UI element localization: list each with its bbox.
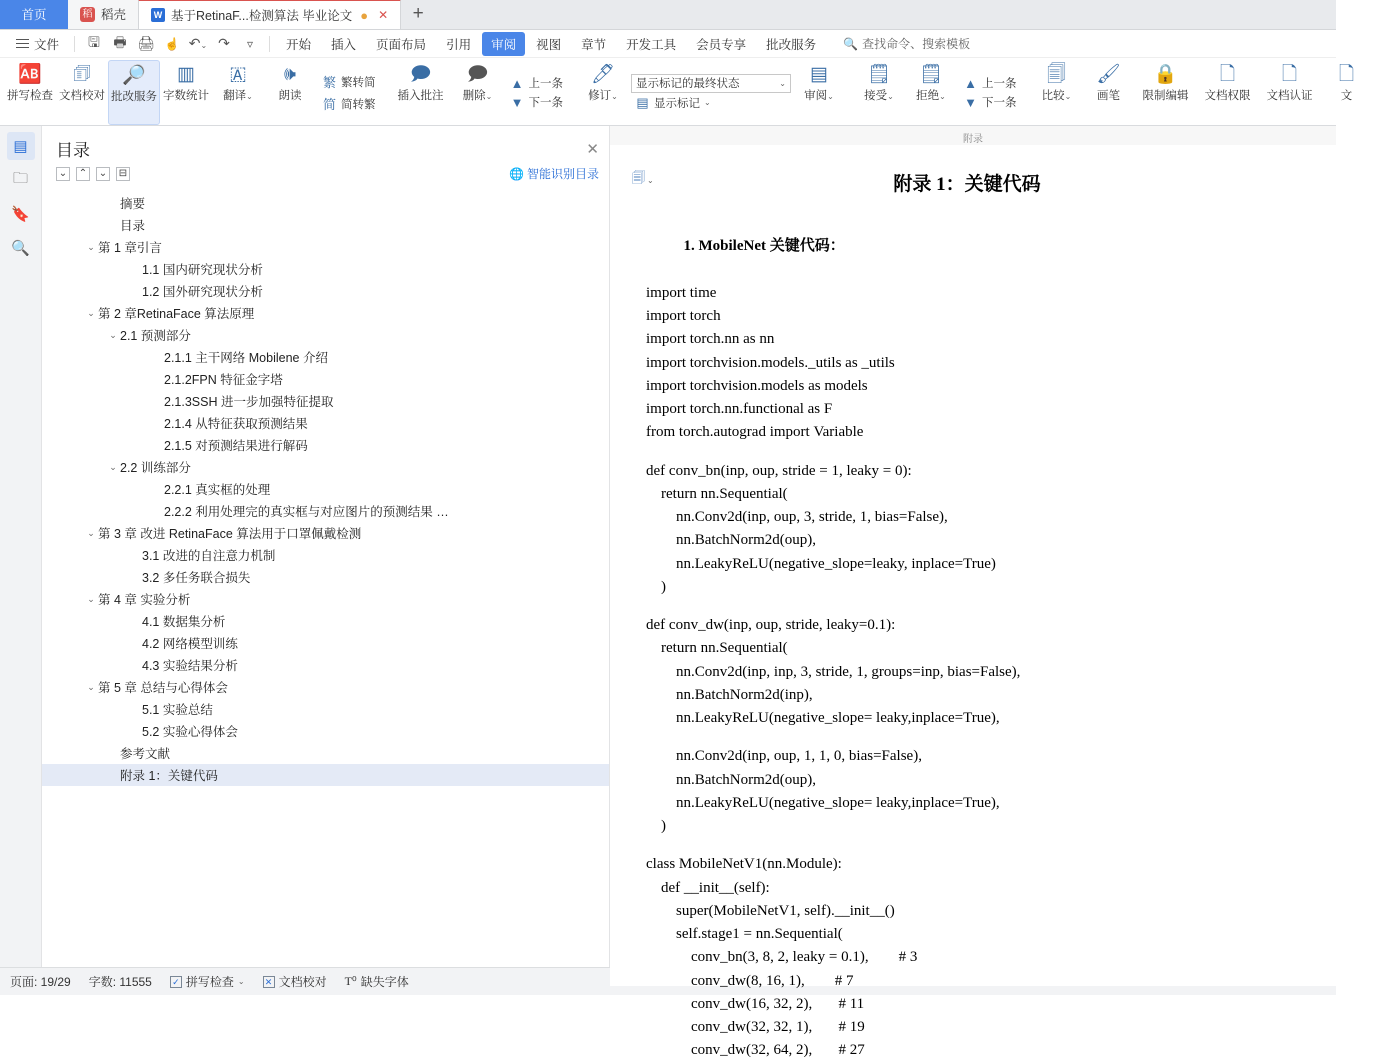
menu-item-references[interactable]: 引用: [446, 37, 472, 52]
outline-item-label: 摘要: [120, 197, 146, 211]
redo-icon[interactable]: ↷: [218, 35, 230, 51]
proofread-status-label: 文档校对: [278, 975, 327, 989]
review-pane-button[interactable]: [793, 60, 845, 125]
code-line: ): [646, 578, 666, 595]
next-comment-label: 下一条: [528, 97, 563, 109]
code-line: super(MobileNetV1, self).__init__(): [646, 902, 895, 919]
file-menu-button[interactable]: [8, 35, 67, 53]
chevron-down-icon: ⌄: [246, 92, 253, 101]
reject-change-button[interactable]: [905, 60, 957, 125]
outline-item-label: 2.2 训练部分: [120, 461, 191, 475]
doc-permission-label: 文档权限: [1204, 90, 1251, 102]
outline-item[interactable]: [42, 434, 609, 456]
revision-mark-icon[interactable]: 🗐 ⌄: [632, 170, 654, 185]
correction-service-label: 批改服务: [111, 91, 157, 103]
code-line: def conv_bn(inp, oup, stride = 1, leaky = 0):: [646, 462, 912, 479]
chevron-down-icon: ⌄: [611, 92, 618, 101]
delete-comment-label: 删除: [462, 90, 486, 102]
word-count-label: 字数统计: [163, 90, 209, 102]
outline-item-label: 5.1 实验总结: [142, 703, 213, 717]
arrow-up-icon: ▲: [510, 75, 524, 91]
missing-font-label: 缺失字体: [360, 975, 409, 989]
page-title: 附录 1：关键代码: [893, 174, 1041, 195]
code-line: conv_bn(3, 8, 2, leaky = 0.1), # 3: [691, 949, 918, 966]
abc-check-icon: 🆎: [18, 64, 42, 85]
command-search[interactable]: [843, 35, 970, 52]
chevron-down-icon: ⌄: [887, 92, 894, 101]
outline-list[interactable]: [42, 188, 609, 786]
outline-item-label: 第 3 章 改进 RetinaFace 算法用于口罩佩戴检测: [98, 527, 362, 541]
close-icon[interactable]: ✕: [586, 140, 599, 158]
delete-comment-button[interactable]: [452, 60, 504, 125]
chevron-down-icon: ⌄: [237, 977, 245, 986]
arrow-down-icon: ▼: [510, 94, 524, 110]
outline-item-label: 2.2.1 真实框的处理: [164, 483, 271, 497]
divider: [269, 36, 270, 52]
outline-pane: [42, 126, 610, 967]
outline-item[interactable]: [42, 632, 609, 654]
search-panel-icon[interactable]: 🔍: [11, 240, 30, 257]
chevron-down-icon[interactable]: ⌄: [109, 461, 117, 472]
show-markup-label: 显示标记: [654, 97, 700, 110]
hamburger-icon: [16, 36, 29, 51]
code-line: conv_dw(32, 64, 2), # 27: [691, 1042, 865, 1059]
traditional-char-icon: 繁: [322, 75, 336, 90]
menu-item-page-layout[interactable]: 页面布局: [376, 37, 427, 52]
chevron-down-icon[interactable]: ⌄: [87, 593, 95, 604]
magnifier-doc-icon: 🔎: [122, 65, 146, 86]
chevron-down-icon: ⌄: [827, 92, 834, 101]
compare-button[interactable]: [1031, 60, 1083, 125]
doc-verify-button[interactable]: [1259, 60, 1321, 125]
code-line: nn.Conv2d(inp, oup, 3, stride, 1, bias=False),: [676, 509, 948, 525]
close-box-icon: ✕: [263, 976, 275, 988]
accept-change-label: 接受: [864, 90, 888, 102]
outline-item-label: 第 1 章引言: [98, 241, 162, 255]
code-line: import torchvision.models._utils as _utils: [646, 354, 895, 371]
code-line: import torchvision.models as models: [646, 377, 868, 394]
pen-icon: 🖌: [1096, 64, 1121, 85]
word-count-indicator[interactable]: 字数: 11555: [88, 975, 152, 989]
code-line: class MobileNetV1(nn.Module):: [646, 856, 842, 873]
chevron-down-icon: ⌄: [704, 98, 711, 107]
outline-item-label: 2.1.4 从特征获取预测结果: [164, 417, 308, 431]
outline-item-label: 4.1 数据集分析: [142, 615, 226, 629]
simplified-char-icon: 简: [322, 97, 336, 112]
outline-item-label: 2.1.1 主干网络 Mobilene 介绍: [164, 351, 328, 365]
markup-state-select[interactable]: [631, 74, 791, 93]
draw-pen-button[interactable]: [1083, 60, 1135, 125]
ribbon-group-accept-reject: [853, 60, 1023, 125]
print-preview-icon[interactable]: 🖶: [113, 33, 127, 50]
simplified-to-traditional-button[interactable]: [318, 93, 380, 114]
outline-item-label: 2.1.2FPN 特征金字塔: [164, 373, 283, 387]
code-blank-line: [638, 599, 1296, 614]
review-pane-label: 审阅: [804, 90, 828, 102]
code-line: conv_dw(16, 32, 2), # 11: [691, 995, 865, 1012]
code-line: ): [646, 818, 666, 834]
outline-item-label: 第 4 章 实验分析: [98, 593, 191, 607]
outline-item[interactable]: [42, 346, 609, 368]
outline-toolbar: [42, 163, 609, 188]
outline-item[interactable]: [42, 742, 609, 764]
code-line: conv_dw(32, 32, 1), # 19: [691, 1019, 865, 1035]
read-aloud-button[interactable]: [264, 60, 316, 125]
outline-item[interactable]: [42, 698, 609, 720]
outline-item-label: 2.2.2 利用处理完的真实框与对应图片的预测结果 …: [164, 505, 449, 519]
collapse-level-1-button[interactable]: ⌃: [76, 167, 90, 181]
undo-icon[interactable]: ↶⌄: [188, 35, 208, 51]
insert-comment-label: 插入批注: [397, 90, 444, 102]
code-line: def conv_dw(inp, oup, stride, leaky=0.1):: [646, 617, 896, 633]
unsaved-dot-icon: ●: [360, 7, 369, 23]
change-nav-group: [957, 60, 1023, 125]
outline-item[interactable]: [42, 390, 609, 412]
spell-check-label: 拼写检查: [7, 90, 53, 102]
document-verify-icon: 🗋: [1281, 64, 1298, 85]
new-tab-button[interactable]: +: [412, 3, 424, 24]
tab-document-label: 基于RetinaF...检测算法 毕业论文: [171, 9, 353, 23]
outline-item-label: 2.1 预测部分: [120, 329, 191, 343]
ribbon-group-comments: [390, 60, 570, 125]
outline-item[interactable]: [42, 236, 609, 258]
outline-item[interactable]: [42, 412, 609, 434]
code-line: nn.LeakyReLU(negative_slope= leaky,inplace=True),: [676, 794, 1000, 811]
smart-index-label: 智能识别目录: [526, 167, 599, 181]
menu-item-insert[interactable]: 插入: [331, 37, 357, 52]
code-line: nn.Conv2d(inp, oup, 1, 1, 0, bias=False),: [676, 748, 922, 765]
outline-item[interactable]: [42, 522, 609, 544]
accept-change-button[interactable]: [853, 60, 905, 125]
command-search-placeholder: 查找命令、搜索模板: [862, 37, 971, 51]
markup-state-value: 显示标记的最终状态: [636, 78, 740, 90]
collapse-level-2-button[interactable]: ⌄: [96, 167, 110, 181]
outline-item-label: 1.1 国内研究现状分析: [142, 263, 263, 277]
outline-item[interactable]: [42, 368, 609, 390]
doc-permission-button[interactable]: [1197, 60, 1259, 125]
document-check-icon: 🗊: [73, 64, 91, 85]
chevron-down-icon[interactable]: ⌄: [87, 307, 95, 318]
left-rail: [0, 126, 42, 967]
outline-item-label: 目录: [120, 219, 146, 233]
doc-more-button[interactable]: [1321, 60, 1373, 125]
outline-item[interactable]: [42, 478, 609, 500]
document-page[interactable]: [610, 145, 1336, 1059]
menu-item-member[interactable]: 会员专享: [696, 37, 747, 52]
chevron-down-icon: ⌄: [779, 78, 786, 88]
traditional-to-simplified-button[interactable]: [318, 71, 380, 92]
code-line: import torch: [646, 308, 721, 324]
restrict-edit-button[interactable]: [1135, 60, 1197, 125]
spell-check-button[interactable]: [4, 60, 56, 125]
outline-item[interactable]: [42, 566, 609, 588]
arrow-up-icon: ▲: [964, 75, 977, 91]
document-more-icon: 🗋: [1338, 64, 1355, 85]
file-menu-label: 文件: [34, 37, 60, 52]
chevron-down-icon[interactable]: ⌄: [87, 241, 95, 252]
outline-item[interactable]: [42, 764, 609, 786]
chevron-down-icon: ⌄: [485, 92, 493, 101]
chinese-conversion-group: [316, 60, 382, 125]
tab-document[interactable]: [138, 0, 401, 29]
outline-item-label: 4.3 实验结果分析: [142, 659, 238, 673]
outline-panel-icon[interactable]: ▤: [7, 132, 35, 160]
missing-font-status[interactable]: [345, 973, 409, 990]
print-icon[interactable]: 🖨: [137, 35, 155, 51]
comment-add-icon: 🗩: [409, 64, 432, 85]
code-blank-line: [638, 838, 1296, 853]
menu-bar: [0, 30, 1336, 58]
code-line: nn.BatchNorm2d(inp),: [676, 686, 813, 703]
globe-icon: 🌐: [509, 166, 524, 181]
outline-pane-title: 目录: [56, 141, 90, 160]
code-line: import torch.nn as nn: [646, 331, 775, 348]
outline-item-label: 2.1.5 对预测结果进行解码: [164, 439, 308, 453]
spell-check-status-label: 拼写检查: [185, 975, 234, 989]
document-area[interactable]: [610, 126, 1336, 1059]
format-brush-icon[interactable]: ▿: [247, 36, 254, 51]
translate-label: 翻译: [223, 90, 247, 102]
search-icon: 🔍: [843, 36, 859, 51]
outline-item[interactable]: [42, 588, 609, 610]
tab-docer[interactable]: [68, 0, 138, 29]
next-change-label: 下一条: [982, 97, 1017, 109]
track-changes-icon: 🖊: [590, 64, 616, 85]
check-box-icon: ✓: [170, 976, 182, 988]
prev-comment-label: 上一条: [528, 78, 563, 90]
outline-item-label: 2.1.3SSH 进一步加强特征提取: [164, 395, 334, 409]
code-line: import torch.nn.functional as F: [646, 401, 833, 417]
files-panel-icon[interactable]: 🗀: [12, 169, 28, 187]
code-block: [638, 212, 1296, 1063]
code-line: from torch.autograd import Variable: [646, 424, 864, 441]
speaker-icon: 🕪: [284, 64, 296, 85]
outline-item[interactable]: [42, 214, 609, 236]
word-count-button[interactable]: [160, 60, 212, 125]
review-pane-icon: ▤: [810, 64, 828, 85]
menu-item-developer[interactable]: 开发工具: [626, 37, 677, 52]
tab-bar: [0, 0, 1336, 30]
tab-docer-label: 稻壳: [101, 8, 127, 22]
insert-comment-button[interactable]: [390, 60, 452, 125]
show-markup-button[interactable]: [631, 94, 791, 112]
code-blank-line: [638, 730, 1296, 745]
outline-item[interactable]: [42, 676, 609, 698]
outline-item-label: 3.1 改进的自注意力机制: [142, 549, 276, 563]
menu-item-correction[interactable]: 批改服务: [766, 37, 817, 52]
chevron-down-icon: ⌄: [939, 92, 946, 101]
outline-item[interactable]: [42, 280, 609, 302]
outline-pane-header: [42, 126, 609, 163]
outline-item-label: 4.2 网络模型训练: [142, 637, 238, 651]
prev-change-label: 上一条: [982, 78, 1017, 90]
outline-item[interactable]: [42, 192, 609, 214]
document-permission-icon: 🗋: [1219, 64, 1236, 85]
outline-item[interactable]: [42, 324, 609, 346]
outline-item-label: 5.2 实验心得体会: [142, 725, 238, 739]
accept-check-icon: 🗒: [866, 64, 892, 85]
outline-item-label: 参考文献: [120, 747, 171, 761]
draw-pen-label: 画笔: [1097, 90, 1120, 102]
menu-item-section[interactable]: 章节: [581, 37, 607, 52]
code-line: return nn.Sequential(: [646, 485, 788, 502]
touch-mode-icon[interactable]: ☝: [164, 36, 180, 51]
track-changes-button[interactable]: [577, 60, 629, 125]
page-header-text: 附录: [963, 134, 983, 145]
outline-item[interactable]: [42, 302, 609, 324]
code-line: nn.LeakyReLU(negative_slope=leaky, inplace=True): [676, 555, 996, 572]
outline-item[interactable]: [42, 456, 609, 478]
code-line: import time: [646, 284, 717, 301]
prev-change-button[interactable]: [959, 74, 1021, 92]
next-change-button[interactable]: [959, 93, 1021, 111]
chevron-down-icon[interactable]: ⌄: [87, 681, 95, 692]
prev-comment-button[interactable]: [506, 74, 568, 92]
outline-item[interactable]: [42, 610, 609, 632]
correction-service-button[interactable]: [108, 60, 160, 125]
ribbon-toolbar: [0, 58, 1355, 126]
outline-item-label: 1.2 国外研究现状分析: [142, 285, 263, 299]
markup-list-icon: ▤: [636, 94, 649, 110]
word-count-icon: ▥: [177, 64, 195, 85]
simplified-to-traditional-label: 简转繁: [341, 98, 376, 111]
markup-display-group: [629, 60, 793, 125]
ribbon-group-proofing: [4, 60, 382, 125]
spell-check-status[interactable]: [170, 973, 245, 990]
proofread-status[interactable]: [263, 973, 327, 990]
code-line: def __init__(self):: [646, 879, 770, 896]
compare-icon: 🗐: [1047, 64, 1066, 85]
smart-index-button[interactable]: [509, 165, 599, 182]
doc-proofread-label: 文档校对: [59, 90, 105, 102]
outline-item-label: 第 2 章RetinaFace 算法原理: [98, 307, 255, 321]
outline-item[interactable]: [42, 258, 609, 280]
menu-item-view[interactable]: 视图: [536, 37, 562, 52]
T-icon: T⁰: [344, 974, 357, 988]
code-line: nn.BatchNorm2d(oup),: [676, 771, 816, 788]
comment-delete-icon: 🗩: [466, 64, 489, 85]
code-line: nn.BatchNorm2d(oup),: [676, 532, 816, 549]
close-icon[interactable]: ✕: [378, 8, 389, 22]
outline-item[interactable]: [42, 654, 609, 676]
chevron-down-icon[interactable]: ⌄: [109, 329, 117, 340]
reject-cross-icon: 🗒: [918, 64, 944, 85]
track-changes-label: 修订: [588, 90, 612, 102]
code-line: conv_dw(8, 16, 1), # 7: [691, 972, 854, 989]
code-line: self.stage1 = nn.Sequential(: [646, 926, 843, 942]
code-blank-line: [638, 445, 1296, 460]
traditional-to-simplified-label: 繁转简: [341, 76, 376, 89]
tab-home[interactable]: [0, 0, 68, 29]
ribbon-group-protect: [1031, 60, 1373, 125]
code-line: return nn.Sequential(: [646, 640, 788, 657]
restrict-edit-label: 限制编辑: [1142, 90, 1189, 102]
word-doc-icon: W: [151, 8, 165, 22]
doc-more-label: 文: [1340, 90, 1353, 102]
arrow-down-icon: ▼: [964, 94, 977, 110]
bookmark-panel-icon[interactable]: 🔖: [11, 206, 30, 223]
code-line: nn.LeakyReLU(negative_slope= leaky,inplace=True),: [676, 710, 1000, 726]
translate-icon: 🇦: [229, 64, 247, 85]
expand-all-button[interactable]: ⌄: [56, 167, 70, 181]
chevron-down-icon[interactable]: ⌄: [87, 527, 95, 538]
lock-icon: 🔒: [1153, 64, 1178, 85]
save-icon[interactable]: 🖫: [88, 33, 100, 50]
docer-icon: 稻: [80, 7, 95, 22]
outline-item[interactable]: [42, 500, 609, 522]
read-aloud-label: 朗读: [278, 90, 302, 102]
outline-item-label: 第 5 章 总结与心得体会: [98, 681, 228, 695]
divider: [74, 36, 75, 52]
compare-label: 比较: [1041, 90, 1065, 102]
code-section-label: 1. MobileNet 关键代码：: [683, 238, 845, 255]
outline-item-label: 3.2 多任务联合损失: [142, 571, 251, 585]
reject-change-label: 拒绝: [916, 90, 940, 102]
collapse-all-button[interactable]: ⊟: [116, 167, 130, 181]
code-line: nn.Conv2d(inp, inp, 3, stride, 1, groups=inp, bias=False),: [676, 663, 1021, 680]
ribbon-group-track-changes: [577, 60, 845, 125]
comment-nav-group: [504, 60, 570, 125]
tab-home-label: 首页: [21, 8, 47, 22]
doc-proofread-button[interactable]: [56, 60, 108, 125]
translate-button[interactable]: [212, 60, 264, 125]
next-comment-button[interactable]: [506, 93, 568, 111]
outline-item[interactable]: [42, 720, 609, 742]
menu-item-review[interactable]: 审阅: [482, 32, 525, 56]
menu-item-start[interactable]: 开始: [286, 37, 312, 52]
chevron-down-icon: ⌄: [1064, 92, 1072, 101]
outline-item[interactable]: [42, 544, 609, 566]
page-indicator[interactable]: 页面: 19/29: [10, 975, 71, 989]
outline-item-label: 附录 1：关键代码: [120, 769, 218, 783]
doc-verify-label: 文档认证: [1266, 90, 1313, 102]
